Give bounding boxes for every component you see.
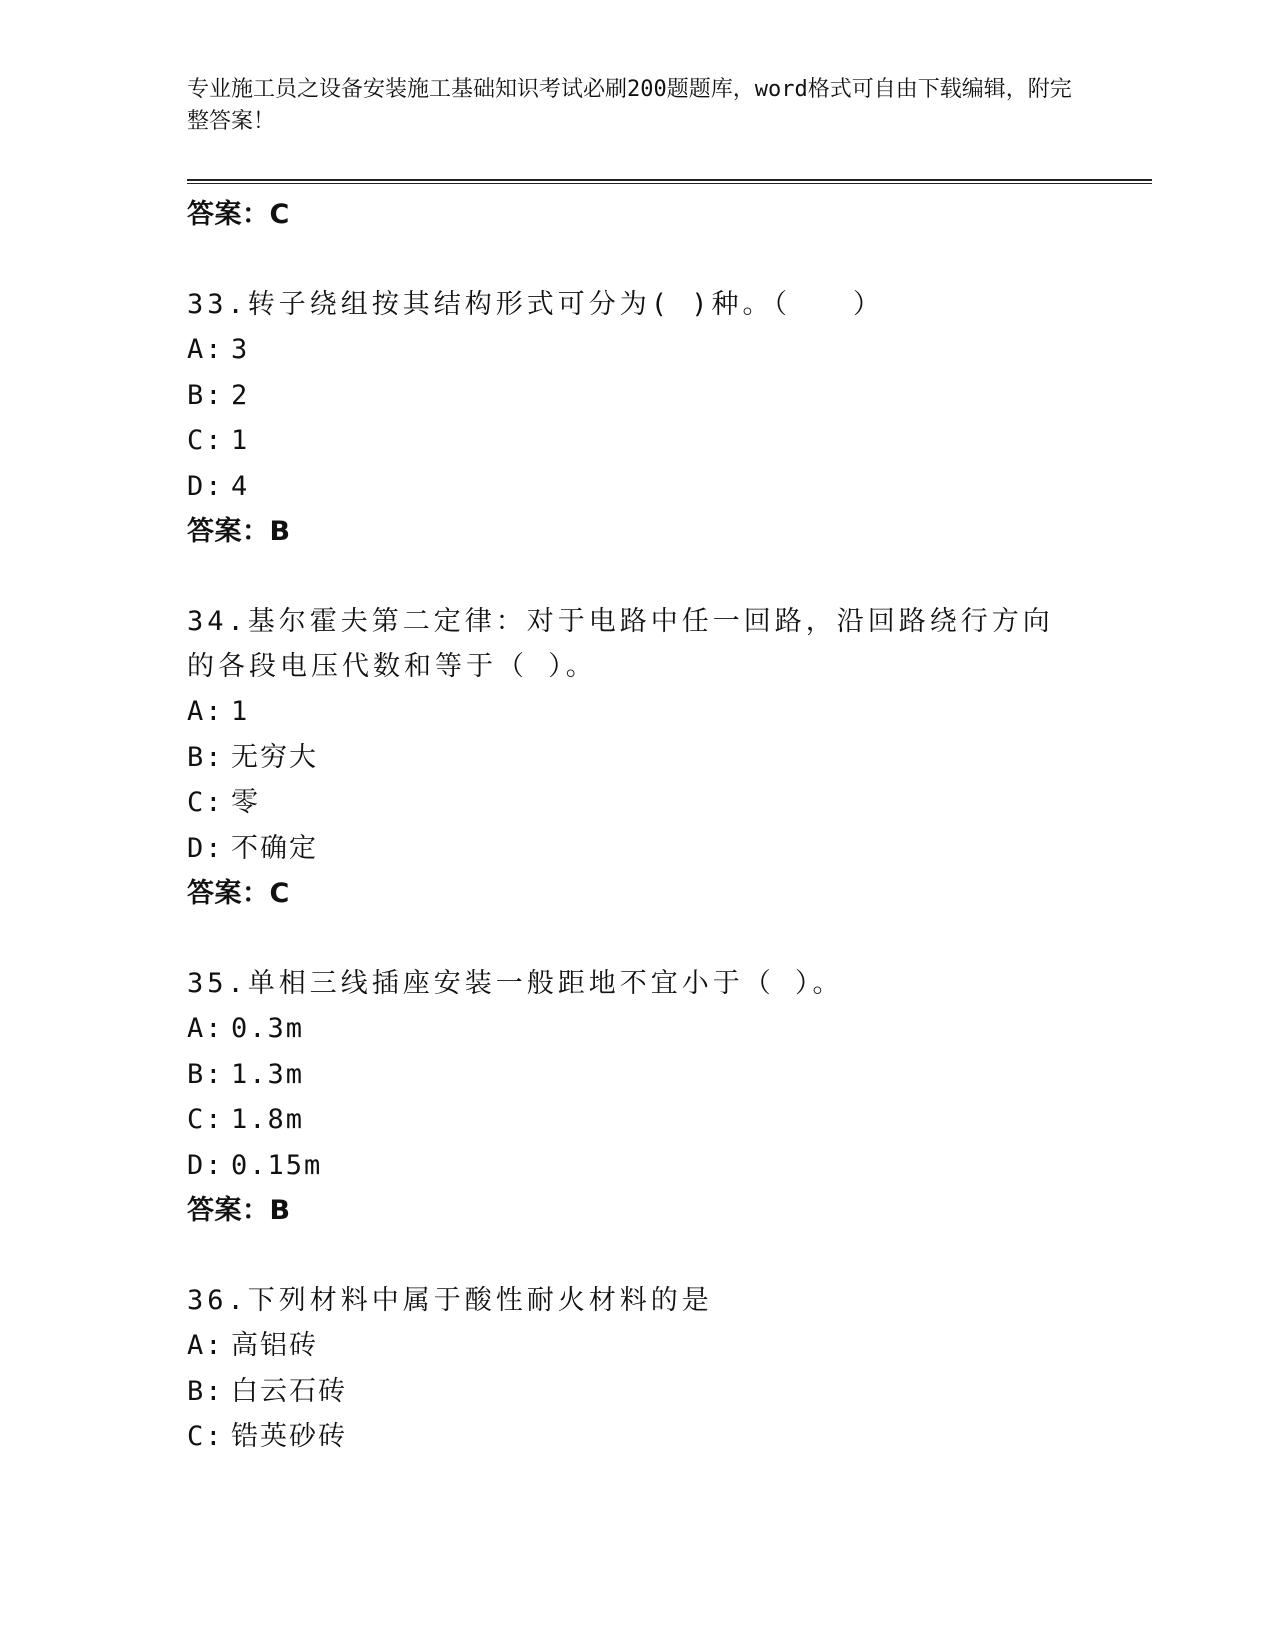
option-item: [187, 1006, 1077, 1052]
option-letter: B:: [187, 1058, 224, 1090]
option-item: [187, 1052, 1077, 1098]
question-block: [187, 599, 1077, 917]
option-letter: D:: [187, 1149, 224, 1181]
question-block: [187, 282, 1077, 555]
option-value: 0.3m: [231, 1013, 305, 1044]
question-text: 34.基尔霍夫第二定律：对于电路中任一回路，沿回路绕行方向的各段电压代数和等于（ ）。: [187, 606, 1054, 682]
option-letter: C:: [187, 1421, 224, 1452]
option-item: [187, 1097, 1077, 1143]
option-letter: D:: [187, 832, 224, 864]
option-letter: C:: [187, 1104, 224, 1135]
option-letter: B:: [187, 379, 224, 411]
option-item: [187, 464, 1077, 510]
question-block: [187, 961, 1077, 1234]
option-item: [187, 418, 1077, 464]
option-letter: A:: [187, 1330, 224, 1361]
option-item: [187, 327, 1077, 373]
answer-line: 答案：C: [187, 199, 290, 230]
option-letter: C:: [187, 787, 224, 818]
option-value: 锆英砂砖: [231, 1421, 347, 1452]
option-value: 高铝砖: [231, 1330, 318, 1361]
answer-line: 答案：C: [187, 878, 290, 909]
spacer: [187, 917, 1077, 961]
option-letter: B:: [187, 741, 224, 773]
option-item: [187, 689, 1077, 735]
option-value: 零: [231, 787, 260, 818]
option-value: 2: [231, 379, 250, 411]
answer-line: 答案：B: [187, 516, 291, 547]
option-value: 1: [231, 425, 250, 456]
spacer: [187, 1234, 1077, 1278]
option-value: 无穷大: [231, 741, 318, 773]
option-value: 1: [231, 696, 250, 727]
option-item: [187, 1323, 1077, 1369]
spacer: [187, 238, 1077, 282]
question-list: [187, 192, 1077, 1460]
option-value: 不确定: [231, 832, 318, 864]
option-letter: A:: [187, 696, 224, 727]
option-value: 3: [231, 334, 250, 365]
option-item: [187, 373, 1077, 419]
question-text: 33.转子绕组按其结构形式可分为( )种。（ ）: [187, 289, 885, 320]
option-value: 4: [231, 470, 250, 502]
option-value: 0.15m: [231, 1149, 323, 1181]
header-divider-thick: [187, 179, 1152, 181]
option-item: [187, 780, 1077, 826]
option-letter: A:: [187, 334, 224, 365]
option-letter: B:: [187, 1375, 224, 1407]
question-text: 36.下列材料中属于酸性耐火材料的是: [187, 1285, 713, 1316]
header-title: 专业施工员之设备安装施工基础知识考试必刷200题题库，word格式可自由下载编辑，附完整答案！: [187, 77, 1072, 134]
option-letter: D:: [187, 470, 224, 502]
option-value: 白云石砖: [231, 1375, 347, 1407]
spacer: [187, 555, 1077, 599]
option-value: 1.3m: [231, 1058, 305, 1090]
question-text: 35.单相三线插座安装一般距地不宜小于（ ）。: [187, 968, 844, 999]
answer-line: 答案：B: [187, 1195, 291, 1226]
option-letter: A:: [187, 1013, 224, 1044]
question-block: [187, 1278, 1077, 1460]
option-item: [187, 1369, 1077, 1415]
option-letter: C:: [187, 425, 224, 456]
option-item: [187, 735, 1077, 781]
option-value: 1.8m: [231, 1104, 305, 1135]
header-divider-thin: [187, 183, 1152, 184]
option-item: [187, 1143, 1077, 1189]
option-item: [187, 1414, 1077, 1460]
option-item: [187, 826, 1077, 872]
